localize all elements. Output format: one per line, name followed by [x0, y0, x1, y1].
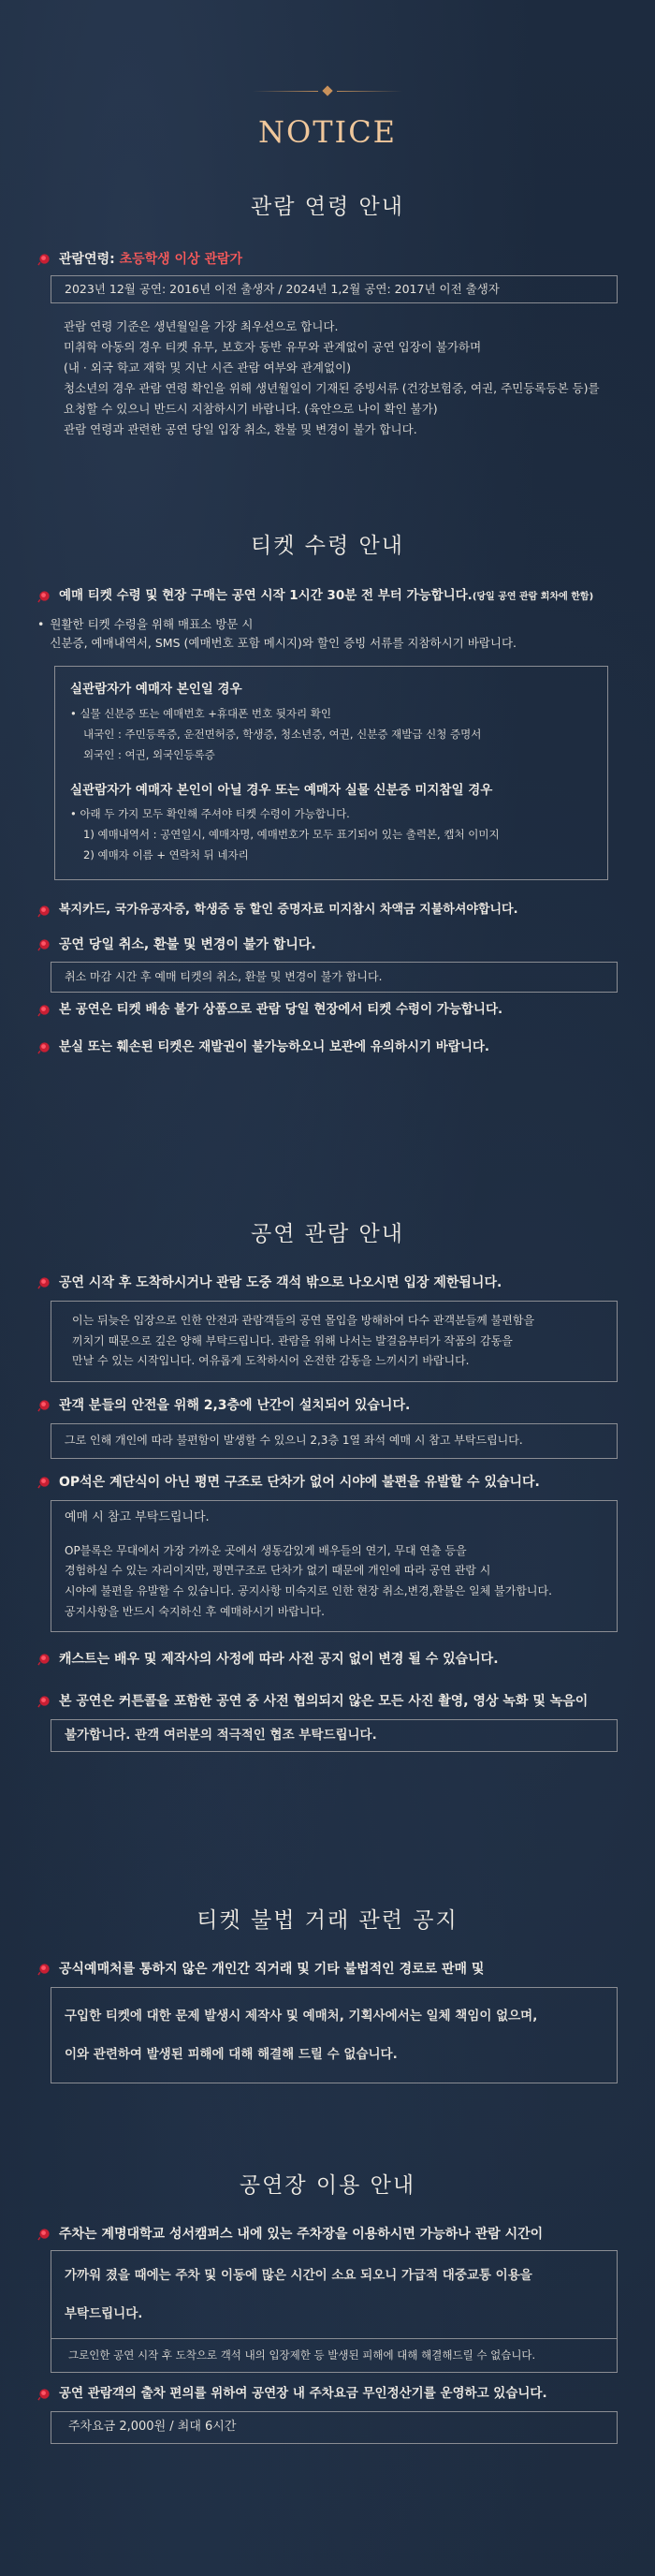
- bullet-text: 관객 분들의 안전을 위해 2,3층에 난간이 설치되어 있습니다.: [59, 1397, 411, 1413]
- text-line: 부탁드립니다.: [65, 2305, 143, 2321]
- section-venue: [37, 2169, 618, 2444]
- bullet-note: (당일 공연 관람 회차에 한함): [472, 591, 594, 602]
- text-line: 2) 예매자 이름 + 연락처 뒤 네자리: [83, 847, 249, 861]
- bullet-item: [37, 2384, 618, 2405]
- bullet-item: [37, 935, 618, 955]
- info-box: 불가합니다. 관객 여러분의 적극적인 협조 부탁드립니다.: [51, 1719, 618, 1753]
- bullet-item: [37, 1038, 618, 1058]
- bullet-item: [37, 2224, 618, 2245]
- text-line: 내국인 : 주민등록증, 운전면허증, 학생증, 청소년증, 여권, 신분증 재발급 신청 증명서: [83, 727, 482, 741]
- info-box: 그로인한 공연 시작 후 도착으로 객석 내의 입장제한 등 발생된 피해에 대해 해결해드릴 수 없습니다.: [51, 2339, 618, 2372]
- bullet-text: 본 공연은 커튼콜을 포함한 공연 중 사전 협의되지 않은 모든 사진 촬영, 영상 녹화 및 녹음이: [59, 1693, 589, 1709]
- bullet-text: 공식예매처를 통하지 않은 개인간 직거래 및 기타 불법적인 경로로 판매 및: [59, 1961, 485, 1977]
- text-line: 이와 관련하여 발생된 피해에 대해 해결해 드릴 수 없습니다.: [65, 2046, 398, 2062]
- id-check-box: [54, 666, 608, 879]
- text-line: 끼치기 때문으로 깊은 양해 부탁드립니다. 관람을 위해 나서는 발걸음부터가 작품의 감동을: [72, 1333, 513, 1347]
- text-line: 공지사항을 반드시 숙지하신 후 예매하시기 바랍니다.: [65, 1604, 325, 1618]
- rose-icon: [37, 252, 51, 266]
- bullet-item: [37, 1959, 618, 1980]
- inner-title: 실관람자가 예매자 본인일 경우: [70, 682, 242, 698]
- notice-header: [37, 0, 618, 178]
- rose-icon: [37, 1003, 51, 1017]
- text-line: • 아래 두 가지 모두 확인해 주셔야 티켓 수령이 가능합니다.: [70, 807, 350, 821]
- text-line: 1) 예매내역서 : 공연일시, 예매자명, 예매번호가 모두 표기되어 있는 출력본, 캡처 이미지: [83, 827, 500, 841]
- bullet-item: [37, 586, 618, 607]
- text-line: 이는 뒤늦은 입장으로 인한 안전과 관람객들의 공연 몰입을 방해하여 다수 관객분들께 불편함을: [72, 1314, 535, 1328]
- dot-item: • 원활한 티켓 수령을 위해 매표소 방문 시 신분증, 예매내역서, SMS (예매번호 포함 메시지)와 할인 증빙 서류를 지참하시기 바랍니다.: [37, 615, 618, 653]
- age-rating-value: 초등학생 이상 관람가: [119, 251, 243, 267]
- rose-icon: [37, 1475, 51, 1489]
- info-box: [51, 1987, 618, 2083]
- text-line: 구입한 티켓에 대한 문제 발생시 제작사 및 예매처, 기획사에서는 일체 책임이 없으며,: [65, 2009, 538, 2024]
- bullet-text: 분실 또는 훼손된 티켓은 재발권이 불가능하오니 보관에 유의하시기 바랍니다.: [59, 1038, 490, 1054]
- text-line: 신분증, 예매내역서, SMS (예매번호 포함 메시지)와 할인 증빙 서류를 지참하시기 바랍니다.: [50, 636, 517, 651]
- rose-icon: [37, 1275, 51, 1289]
- rose-icon: [37, 1962, 51, 1976]
- section-title: 티켓 수령 안내: [251, 534, 404, 558]
- info-box: 그로 인해 개인에 따라 불편함이 발생할 수 있으니 2,3층 1열 좌석 예매 시 참고 부탁드립니다.: [51, 1423, 618, 1458]
- bullet-item: [37, 901, 618, 920]
- notice-title: NOTICE: [257, 114, 398, 150]
- age-paragraph: [51, 316, 618, 439]
- text-line: 경험하실 수 있는 자리이지만, 평면구조로 단차가 없기 때문에 개인에 따라 공연 관람 시: [65, 1564, 491, 1578]
- text-line: 외국인 : 여권, 외국인등록증: [83, 747, 215, 761]
- bullet-text: 본 공연은 티켓 배송 불가 상품으로 관람 당일 현장에서 티켓 수령이 가능합니다.: [59, 1002, 503, 1018]
- rose-icon: [37, 1652, 51, 1666]
- bullet-text: OP석은 계단식이 아닌 평면 구조로 단차가 없어 시야에 불편을 유발할 수 있습니다.: [59, 1474, 540, 1490]
- rose-icon: [37, 1040, 51, 1054]
- bullet-item: [37, 1273, 618, 1293]
- info-box: [51, 1301, 618, 1382]
- bullet-text: 주차는 계명대학교 성서캠퍼스 내에 있는 주차장을 이용하시면 가능하나 관람 시간이: [59, 2226, 544, 2242]
- info-box: [51, 2250, 618, 2339]
- rose-icon: [37, 2227, 51, 2241]
- section-title: 관람 연령 안내: [251, 195, 404, 219]
- info-box: 취소 마감 시간 후 예매 티켓의 취소, 환불 및 변경이 불가 합니다.: [51, 962, 618, 993]
- rose-icon: [37, 2387, 51, 2401]
- text-line: 관람 연령과 관련한 공연 당일 입장 취소, 환불 및 변경이 불가 합니다.: [64, 421, 417, 436]
- section-title: 티켓 불법 거래 관련 공지: [196, 1908, 458, 1933]
- text-line: 예매 시 참고 부탁드립니다.: [65, 1509, 210, 1524]
- text-line: 가까워 졌을 때에는 주차 및 이동에 많은 시간이 소요 되오니 가급적 대중교통 이용을: [65, 2268, 532, 2284]
- section-title: 공연장 이용 안내: [239, 2173, 416, 2198]
- text-line: OP블록은 무대에서 가장 가까운 곳에서 생동감있게 배우들의 연기, 무대 연출 등을: [65, 1543, 467, 1557]
- section-performance: [37, 1217, 618, 1752]
- bullet-item: [37, 1691, 618, 1712]
- bullet-item: [37, 1472, 618, 1493]
- bullet-item: [37, 1395, 618, 1416]
- section-illegal-trade: [37, 1904, 618, 2083]
- inner-title: 실관람자가 예매자 본인이 아닐 경우 또는 예매자 실물 신분증 미지참일 경우: [70, 782, 493, 798]
- text-line: 원활한 티켓 수령을 위해 매표소 방문 시: [50, 617, 254, 632]
- bullet-text: 공연 관람객의 출차 편의를 위하여 공연장 내 주차요금 무인정산기를 운영하고 있습니다.: [59, 2385, 547, 2401]
- section-age: [37, 190, 618, 439]
- text-line: 미취학 아동의 경우 티켓 유무, 보호자 동반 유무와 관계없이 공연 입장이 불가하며: [64, 340, 482, 355]
- bullet-text: 예매 티켓 수령 및 현장 구매는 공연 시작 1시간 30분 전 부터 가능합니다.: [59, 587, 473, 603]
- bullet-item: [37, 249, 618, 270]
- text-line: 만날 수 있는 시작입니다. 여유롭게 도착하시어 온전한 감동을 느끼시기 바랍니다.: [72, 1354, 470, 1368]
- section-ticket: [37, 529, 618, 1057]
- text-line: 요청할 수 있으니 반드시 지참하시기 바랍니다. (육안으로 나이 확인 불가): [64, 401, 438, 416]
- info-box: 2023년 12월 공연: 2016년 이전 출생자 / 2024년 1,2월 공연: 2017년 이전 출생자: [51, 275, 618, 303]
- diamond-ornament-icon: [37, 82, 618, 99]
- rose-icon: [37, 1694, 51, 1708]
- text-line: • 실물 신분증 또는 예매번호 +휴대폰 번호 뒷자리 확인: [70, 706, 331, 720]
- rose-icon: [37, 1398, 51, 1412]
- bullet-text: 공연 당일 취소, 환불 및 변경이 불가 합니다.: [59, 937, 316, 953]
- rose-icon: [37, 937, 51, 951]
- bullet-label: 관람연령:: [59, 251, 120, 267]
- bullet-text: 복지카드, 국가유공자증, 학생증 등 할인 증명자료 미지참시 차액금 지불하셔야합니다.: [59, 902, 518, 917]
- parking-fee: 주차요금 2,000원 / 최대 6시간: [51, 2411, 618, 2444]
- section-title: 공연 관람 안내: [251, 1222, 404, 1246]
- text-line: (내 · 외국 학교 재학 및 지난 시즌 관람 여부와 관계없이): [64, 360, 352, 375]
- bullet-text: 공연 시작 후 도착하시거나 관람 도중 객석 밖으로 나오시면 입장 제한됩니다.: [59, 1274, 502, 1290]
- rose-icon: [37, 589, 51, 603]
- text-line: 관람 연령 기준은 생년월일을 가장 최우선으로 합니다.: [64, 319, 339, 334]
- text-line: 시야에 불편을 유발할 수 있습니다. 공지사항 미숙지로 인한 현장 취소,변경,환불은 일체 불가합니다.: [65, 1583, 552, 1597]
- bullet-item: [37, 1649, 618, 1670]
- info-box: [51, 1500, 618, 1632]
- rose-icon: [37, 904, 51, 918]
- text-line: 청소년의 경우 관람 연령 확인을 위해 생년월일이 기재된 증빙서류 (건강보험증, 여권, 주민등록등본 등)를: [64, 380, 600, 395]
- bullet-item: [37, 1000, 618, 1021]
- bullet-text: 캐스트는 배우 및 제작사의 사정에 따라 사전 공지 없이 변경 될 수 있습니다.: [59, 1652, 499, 1668]
